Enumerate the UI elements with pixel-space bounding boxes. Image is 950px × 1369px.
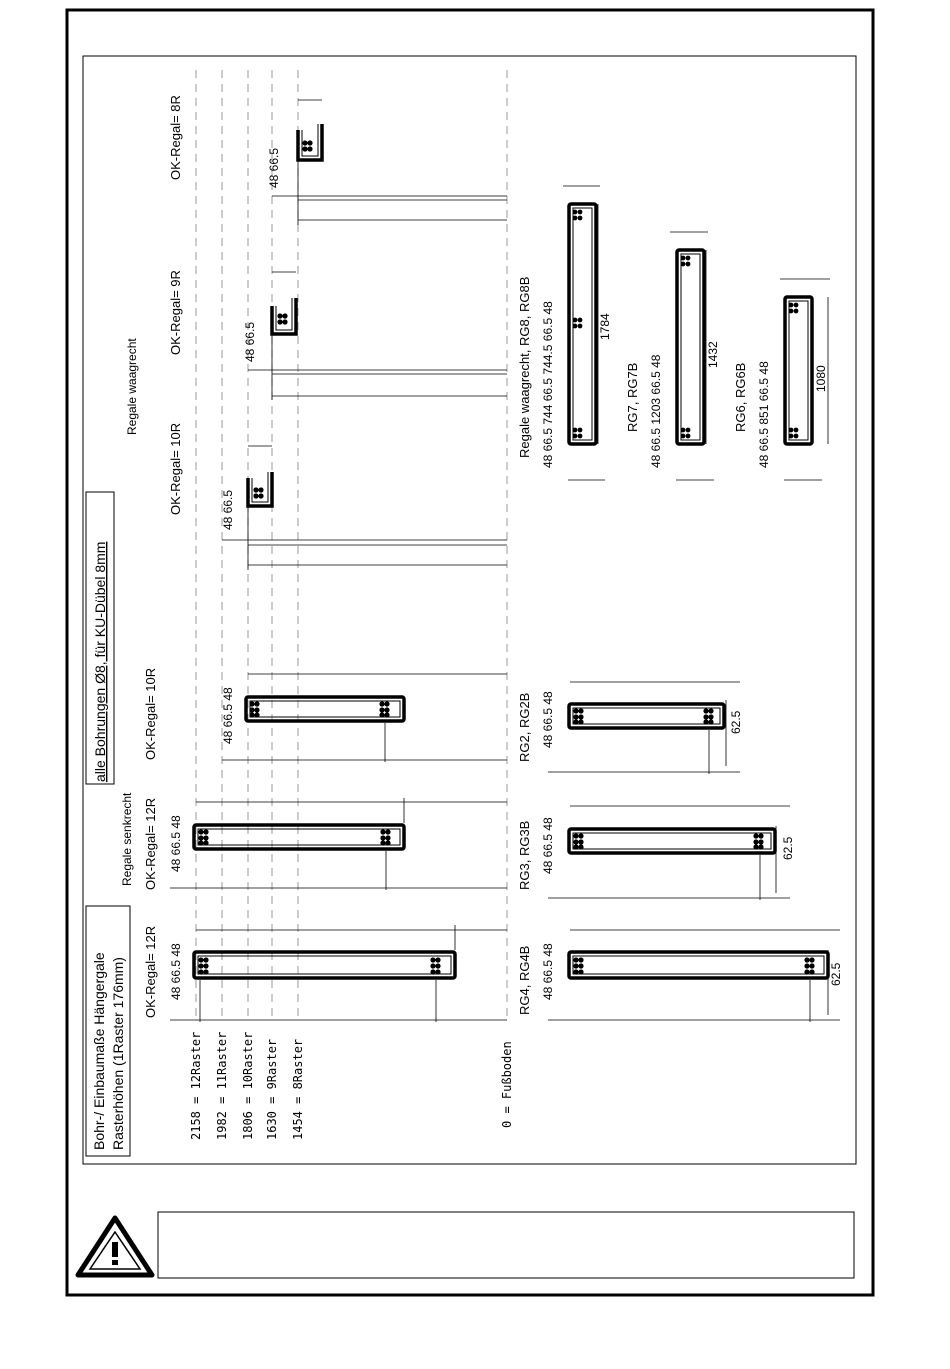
depth-label: 62.5 — [729, 710, 743, 734]
total-length: 1784 — [598, 313, 612, 340]
grid-level-label: 1806 = 10Raster — [241, 1031, 255, 1140]
grid-level-label: 1982 = 11Raster — [215, 1031, 229, 1140]
drill-holes — [253, 487, 263, 498]
section-vertical-label: Regale senkrecht — [120, 792, 134, 886]
shelf-inner — [573, 956, 824, 974]
horizontal-ok-3 — [168, 95, 507, 225]
horizontal-shelf-rg8 — [517, 186, 612, 480]
total-length: 1432 — [706, 341, 720, 368]
drill-holes — [573, 833, 763, 849]
ok-label: OK-Regal= 10R — [168, 422, 183, 515]
lower-shelf-3 — [517, 682, 743, 774]
segment-dims: 48 66.5 1203 66.5 48 — [649, 354, 663, 468]
note-text: alle Bohrungen Ø8, für KU-Dübel 8mm — [92, 541, 108, 782]
horizontal-shelf-rg6 — [733, 279, 830, 480]
drill-holes — [198, 957, 440, 974]
shelf-inner — [573, 833, 771, 849]
depth-label: 62.5 — [829, 962, 843, 986]
drill-holes — [198, 829, 390, 845]
shelf-name: RG4, RG4B — [517, 945, 532, 1015]
shelf-inner — [198, 956, 451, 974]
title-line1: Bohr-/ Einbaumaße Hängergale — [91, 952, 107, 1150]
floor-label: 0 = Fußboden — [500, 1041, 514, 1128]
shelf-name: Regale waagrecht, RG8, RG8B — [517, 276, 532, 458]
lower-shelf-1 — [517, 930, 843, 1022]
shelf-name: RG2, RG2B — [517, 692, 532, 762]
dim-label: 48 66.5 — [267, 147, 281, 188]
segment-dims: 48 66.5 851 66.5 48 — [757, 361, 771, 468]
warning-icon — [78, 1218, 152, 1275]
dim-label: 48 66.5 48 — [541, 943, 555, 1000]
shelf-inner — [789, 301, 808, 440]
drill-holes — [789, 303, 799, 439]
ok-label: OK-Regal= 9R — [168, 270, 183, 355]
drill-holes — [573, 708, 713, 724]
lower-shelf-2 — [517, 806, 795, 900]
shelf-name: RG7, RG7B — [625, 362, 640, 432]
dim-label: 48 66.5 48 — [541, 691, 555, 748]
total-length: 1080 — [814, 365, 828, 392]
warning-box — [158, 1212, 854, 1278]
shelf-inner — [681, 254, 700, 440]
horizontal-ok-1 — [168, 423, 507, 570]
dim-label: 48 66.5 48 — [221, 687, 235, 744]
grid-level-label: 1454 = 8Raster — [291, 1038, 305, 1140]
segment-dims: 48 66.5 744 66.5 744.5 66.5 48 — [541, 301, 555, 468]
shelf-inner — [198, 829, 400, 845]
dim-label: 48 66.5 48 — [169, 815, 183, 872]
grid-level-label: 1630 = 9Raster — [265, 1038, 279, 1140]
dimension-lines — [222, 446, 507, 570]
title-line2: Rasterhöhen (1Raster 176mm) — [110, 957, 126, 1150]
ok-label: OK-Regal= 10R — [143, 667, 158, 760]
drill-holes — [681, 256, 691, 439]
horizontal-ok-2 — [168, 270, 507, 400]
dim-label: 48 66.5 — [243, 321, 257, 362]
section-horizontal-label: Regale waagrecht — [125, 338, 139, 435]
ok-label: OK-Regal= 12R — [143, 925, 158, 1018]
ok-label: OK-Regal= 8R — [168, 95, 183, 180]
shelf-inner — [573, 708, 720, 724]
shelf-name: RG3, RG3B — [517, 820, 532, 890]
upper-shelf-3 — [143, 668, 507, 762]
dimension-lines — [170, 798, 507, 890]
dimension-lines — [222, 674, 507, 762]
dimension-lines — [548, 930, 840, 1022]
drill-holes — [302, 140, 312, 151]
ok-label: OK-Regal= 12R — [143, 797, 158, 890]
drill-holes — [277, 313, 287, 324]
outer-frame — [67, 10, 873, 1295]
dimension-lines — [272, 100, 507, 225]
horizontal-shelf-rg7 — [625, 232, 720, 480]
drill-holes — [249, 701, 389, 717]
grid-level-label: 2158 = 12Raster — [189, 1031, 203, 1140]
inner-frame — [83, 56, 856, 1164]
upper-shelf-1 — [143, 925, 507, 1022]
dimension-lines — [248, 272, 507, 400]
depth-label: 62.5 — [781, 836, 795, 860]
dim-label: 48 66.5 48 — [169, 943, 183, 1000]
shelf-name: RG6, RG6B — [733, 362, 748, 432]
drill-holes — [573, 957, 814, 974]
drill-holes — [573, 210, 583, 439]
dim-label: 48 66.5 48 — [541, 817, 555, 874]
upper-shelf-2 — [143, 798, 507, 890]
dim-label: 48 66.5 — [221, 489, 235, 530]
